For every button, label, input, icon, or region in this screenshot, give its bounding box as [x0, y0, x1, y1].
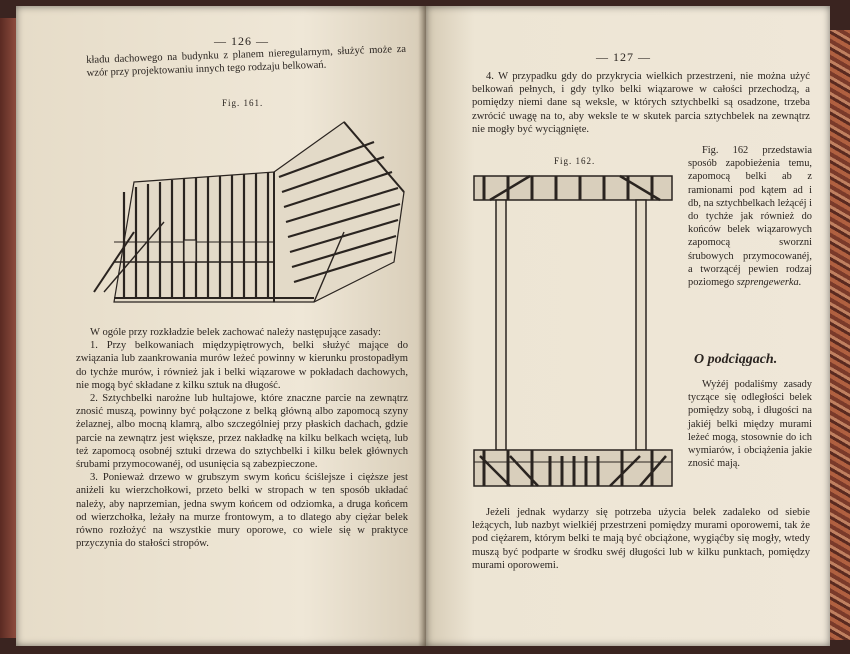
- figure-162-caption: Fig. 162.: [554, 156, 596, 166]
- rule-1: 1. Przy belkowaniach międzypiętrowych, belki służyć mające do związania lub zaankrowania murów leżeć powinny w kierunku prostopadłym do tychże murów, i również jak i belki wiązarowe w pokładach dachowych, nie mogą być składane z kilku sztuk na długość.: [76, 340, 408, 391]
- rule-2: 2. Sztychbelki narożne lub hultajowe, które znaczne parcie na zewnątrz znosić muszą, powinny być połączone z belką główną albo zapomocą szyny żelaznej, albo mocną klamrą, albo szczególniej przy płaskich dachach, gdzie parcie na zewnątrz jest większe, przez nakładkę na kilku belkach wciętą, lub też zapomocą osobnéj sztuki drzewa do sztychbelki i kilku belek głównych śrubami przymocowanéj, od usunięcia są zabezpieczone.: [76, 393, 408, 471]
- side-text-italic: szprengewerka.: [736, 277, 802, 289]
- right-page: [426, 6, 830, 646]
- rule-3: 3. Ponieważ drzewo w grubszym swym końcu ściślejsze i cięższe jest aniżeli ku wierzchołkowi, przeto belki w stropach w ten sposób układać należy, aby naprzemian, jedna swym końcem od odziomka, a druga końcem od wierzchołka, leżały na murze frontowym, a to dlatego aby ciężar belek równo rozłożyć na wszystkie mury oporowe, co wiele się w praktyce przyczynia do stałości stropów.: [76, 472, 408, 550]
- page-number-right: — 127 —: [596, 50, 651, 64]
- left-page: [16, 6, 426, 646]
- side-text-2: Wyżéj podaliśmy zasady tyczące się odległości belek pomiędzy sobą, i długości na jakiéj belki między murami leżeć mogą, stosownie do ich wymiarów, i obciążenia jakie znosić mają.: [688, 379, 812, 470]
- roof-framing-plan-figure: [74, 112, 414, 312]
- lead-paragraph: [76, 326, 408, 550]
- bottom-paragraph: [472, 506, 810, 572]
- intro-paragraph: kładu dachowego na budynku z planem nieregularnym, służyć może za wzór przy projektowaniu innych tego rodzaju belkowań.: [86, 43, 407, 80]
- book-cover-marbled-edge: [828, 30, 850, 640]
- beam-frame-figure: [470, 166, 676, 496]
- side-column-text-2: [688, 378, 812, 470]
- section-heading: O podciągach.: [694, 352, 778, 367]
- side-text-fig162: Fig. 162 przedstawia sposób zapobieżenia temu, zapomocą belki ab z ramionami pod kątem ad i db, na sztychbelkach leżącéj i do tychże jak również do końców belek wiązarowych zapomocą sworzni śrubowych przymocowanéj, a tworzącéj pewien rodzaj poziomego: [688, 145, 812, 289]
- lead-text: W ogóle przy rozkładzie belek zachować należy następujące zasady:: [90, 327, 381, 338]
- bottom-text: Jeżeli jednak wydarzy się potrzeba użycia belek zadaleko od siebie leżących, lub nazbyt wielkiéj przestrzeni pomiędzy murami oporowemi, tak że pod ciężarem, którym belki te mają być obciążone, wygiąćby się mogły, wtedy muszą być podparte w środku swéj długości lub w kilku punktach, pomiędzy murami oporowemi.: [472, 507, 810, 571]
- page-number-left: — 126 —: [214, 34, 269, 48]
- figure-161-caption: Fig. 161.: [222, 98, 264, 108]
- paragraph-4: [472, 70, 810, 136]
- side-column-text: [688, 144, 812, 289]
- paragraph-4-text: 4. W przypadku gdy do przykrycia wielkich przestrzeni, nie można użyć belkowań pełnych, i gdy tylko belki wiązarowe w całości przechodzą, a pomiędzy niemi dane są weksle, w których sztychbelki są osadzone, trzeba zwrócić uwagę na to, aby weksle te w skutek parcia sztychbelek na zewnątrz nie mogły być wyciągnięte.: [472, 71, 810, 135]
